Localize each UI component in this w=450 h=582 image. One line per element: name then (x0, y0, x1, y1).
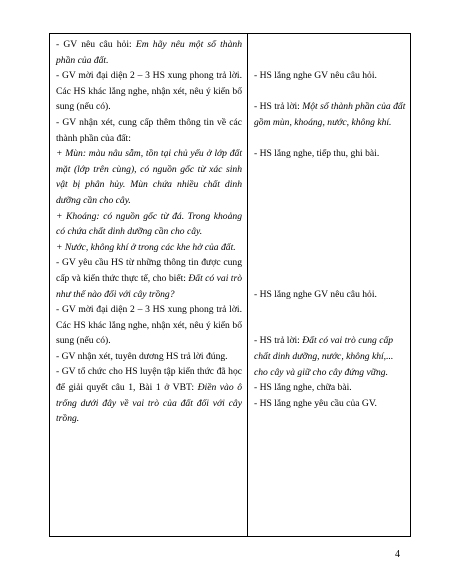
teacher-invite-2: - GV mời đại diện 2 – 3 HS xung phong trả lời. Các HS khác lắng nghe, nhận xét, nêu ý kiến bổ sung (nếu có). (56, 304, 242, 347)
student-listen-notes: - HS lắng nghe, tiếp thu, ghi bài. (254, 148, 380, 160)
teacher-activities-column (49, 33, 247, 427)
teacher-practice: - GV tổ chức cho HS luyện tập kiến thức đã học để giải quyết câu 1, Bài 1 ở VBT: Điền vào ô trống dưới đây về vai trò của đất đối với cây trồng. (56, 366, 242, 425)
info-mineral: + Khoáng: có nguồn gốc từ đá. Trong khoảng có chứa chất dinh dưỡng cần cho cây. (56, 210, 242, 238)
student-answer-2: - HS trả lời: Đất có vai trò cung cấp chất dinh dưỡng, nước, không khí,... cho cây và giữ cho cây đứng vững. (254, 335, 394, 378)
student-answer-1: - HS trả lời: Một số thành phần của đất gồm mùn, khoáng, nước, không khí. (254, 101, 406, 128)
student-listen-3: - HS lắng nghe yêu cầu của GV. (254, 397, 377, 409)
info-water-air: + Nước, không khí ở trong các khe hở của đất. (56, 241, 236, 253)
student-fix: - HS lắng nghe, chữa bài. (254, 382, 352, 394)
teacher-question-1: - GV nêu câu hỏi: Em hãy nêu một số thành phần của đất. (56, 39, 242, 66)
teacher-add-info: - GV nhận xét, cung cấp thêm thông tin về các thành phần của đất: (56, 116, 242, 144)
page-number: 4 (395, 549, 400, 560)
teacher-praise: - GV nhận xét, tuyên dương HS trả lời đúng. (56, 350, 228, 362)
teacher-invite-1: - GV mời đại diện 2 – 3 HS xung phong trả lời. Các HS khác lắng nghe, nhận xét, nêu ý kiến bổ sung (nếu có). (56, 70, 242, 113)
student-listen-2: - HS lắng nghe GV nêu câu hỏi. (254, 288, 377, 300)
teacher-question-2: - GV yêu cầu HS từ những thông tin được cung cấp và kiến thức thực tế, cho biết: Đất có vai trò như thế nào đối với cây trồng? (56, 257, 242, 300)
info-humus: + Mùn: màu nâu sẫm, tồn tại chủ yếu ở lớp đất mặt (lớp trên cùng), có nguồn gốc từ xác sinh vật bị phân hủy. Mùn chứa nhiều chất dinh dưỡng cần cho cây. (56, 148, 242, 206)
student-listen-1: - HS lắng nghe GV nêu câu hỏi. (254, 70, 377, 82)
student-activities-column (248, 33, 411, 411)
